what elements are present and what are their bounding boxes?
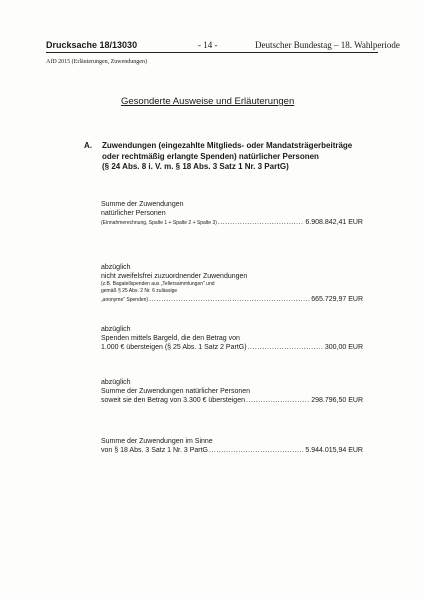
item-line: abzüglich: [101, 326, 131, 333]
item-line: 1.000 € übersteigen (§ 25 Abs. 1 Satz 2 PartG): [101, 344, 247, 351]
item-note: (Einnahmerechnung, Spalte 1 + Spalte 2 + Spalte 3): [101, 220, 217, 226]
item-amount: 300,00 EUR: [324, 344, 363, 351]
item-line: soweit sie den Betrag von 3.300 € übersteigen: [101, 397, 245, 404]
item-amount-row: [101, 295, 363, 304]
item-note: gemäß § 25 Abs. 2 Nr. 6 zulässige: [101, 288, 178, 294]
item-amount-row: [101, 446, 363, 455]
section-heading-line: (§ 24 Abs. 8 i. V. m. § 18 Abs. 3 Satz 1 Nr. 3 PartG): [102, 162, 289, 171]
item-line: Summe der Zuwendungen: [101, 201, 184, 208]
section-heading-line: oder rechtmäßig erlangte Spenden) natürlicher Personen: [102, 151, 319, 161]
item-line: Spenden mittels Bargeld, die den Betrag von: [101, 335, 240, 342]
item-note: (z.B. Bagatellspenden aus „Tellersammlungen" und: [101, 281, 215, 287]
item-total-donations: [101, 200, 363, 227]
item-line: abzüglich: [101, 264, 131, 271]
parliament-term: Deutscher Bundestag – 18. Wahlperiode: [255, 40, 400, 50]
page-number: - 14 -: [198, 40, 218, 50]
item-amount: 665.729,97 EUR: [311, 296, 363, 303]
item-note: „anonyme" Spenden): [101, 297, 149, 303]
item-amount: 5.944.015,94 EUR: [305, 447, 363, 454]
leader-dots: [218, 218, 304, 227]
item-amount: 6.908.842,41 EUR: [305, 219, 363, 226]
page-title: Gesonderte Ausweise und Erläuterungen: [121, 96, 295, 107]
leader-dots: [209, 446, 304, 455]
section-letter: A.: [84, 141, 92, 150]
item-donations-over-limit: [101, 378, 363, 405]
document-number: Drucksache 18/13030: [46, 40, 138, 50]
item-line: Summe der Zuwendungen natürlicher Personen: [101, 388, 251, 395]
leader-dots: [149, 295, 310, 304]
item-line: natürlicher Personen: [101, 210, 166, 217]
section-heading: [102, 141, 372, 173]
item-final-total: [101, 437, 363, 455]
document-subtitle: AfD 2015 (Erläuterungen, Zuwendungen): [46, 59, 147, 65]
item-line: abzüglich: [101, 379, 131, 386]
item-line: nicht zweifelsfrei zuzuordnender Zuwendungen: [101, 273, 248, 280]
leader-dots: [246, 396, 310, 405]
section-heading-line: Zuwendungen (eingezahlte Mitglieds- oder Mandatsträgerbeiträge: [102, 141, 353, 150]
leader-dots: [248, 343, 324, 352]
item-cash-donations: [101, 325, 363, 352]
item-line: Summe der Zuwendungen im Sinne: [101, 438, 213, 445]
item-amount-row: [101, 343, 363, 352]
item-amount: 298.796,50 EUR: [311, 397, 363, 404]
item-line: von § 18 Abs. 3 Satz 1 Nr. 3 PartG: [101, 447, 209, 454]
header-rule: [46, 52, 378, 53]
item-amount-row: [101, 396, 363, 405]
item-unassignable-donations: [101, 263, 363, 304]
item-amount-row: [101, 218, 363, 227]
